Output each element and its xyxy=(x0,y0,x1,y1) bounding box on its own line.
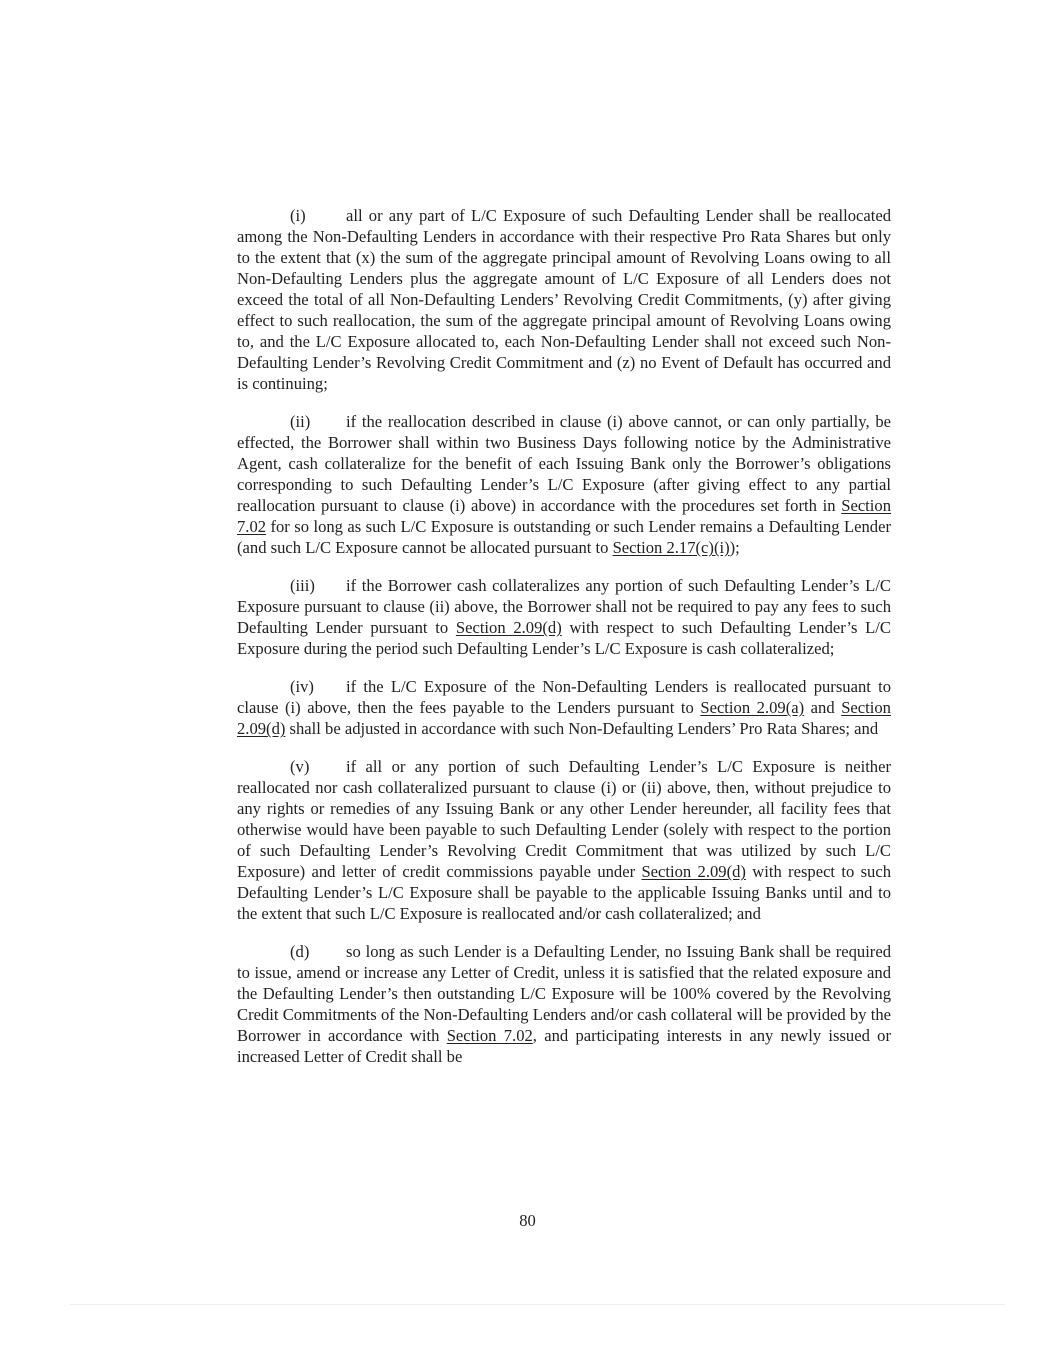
clause-label: (i) xyxy=(290,206,306,225)
clause-text: if the Borrower cash collateralizes any portion of such Defaulting Lender’s L/C Exposure pursuant to clause (ii) above, the Borrower shall not be required to pay any fees to such Defaulting Lender pursuant to xyxy=(237,576,891,637)
section-reference: Section 2.09(a) xyxy=(700,698,805,717)
page-bottom-rule xyxy=(70,1304,1005,1305)
clause-text: ); xyxy=(729,538,740,557)
page-body xyxy=(237,205,891,1067)
clause-paragraph xyxy=(237,411,891,558)
section-reference: Section 2.09(d) xyxy=(641,862,746,881)
clause-text: if all or any portion of such Defaulting Lender’s L/C Exposure is neither reallocated nor cash collateralized pursuant to clause (i) or (ii) above, then, without prejudice to any rights or remedies of any Issuing Bank or any other Lender hereunder, all facility fees that otherwise would have been payable to such Defaulting Lender (solely with respect to the portion of such Defaulting Lender’s Revolving Credit Commitment that was utilized by such L/C Exposure) and letter of credit commissions payable under xyxy=(237,757,891,881)
clause-paragraph xyxy=(237,575,891,659)
clause-text: with respect to such Defaulting Lender’s L/C Exposure shall be payable to the applicable Issuing Banks until and to the extent that such L/C Exposure is reallocated and/or cash collateralized; and xyxy=(237,862,892,923)
clause-text: , and participating interests in any newly issued or increased Letter of Credit shall be xyxy=(237,1026,891,1066)
section-reference: Section 2.09(d) xyxy=(455,618,562,637)
clause-text: so long as such Lender is a Defaulting Lender, no Issuing Bank shall be required to issue, amend or increase any Letter of Credit, unless it is satisfied that the related exposure and the Defaulting Lender’s then outstanding L/C Exposure will be 100% covered by the Revolving Credit Commitments of the Non-Defaulting Lenders and/or cash collateral will be provided by the Borrower in accordance with xyxy=(237,942,891,1045)
clause-text: if the reallocation described in clause (i) above cannot, or can only partially, be effected, the Borrower shall within two Business Days following notice by the Administrative Agent, cash collateralize for the benefit of each Issuing Bank only the Borrower’s obligations corresponding to such Defaulting Lender’s L/C Exposure (after giving effect to any partial reallocation pursuant to clause (i) above) in accordance with the procedures set forth in xyxy=(237,412,891,515)
clause-paragraph xyxy=(237,205,891,394)
clause-text: and xyxy=(804,698,842,717)
clause-label: (iii) xyxy=(290,576,315,595)
section-reference: Section 2.17(c)(i) xyxy=(612,538,730,557)
section-reference: Section 7.02 xyxy=(237,496,891,536)
clause-paragraph xyxy=(237,941,891,1067)
clause-label: (iv) xyxy=(290,677,314,696)
page-number: 80 xyxy=(519,1211,536,1230)
clause-text: if the L/C Exposure of the Non-Defaulting Lenders is reallocated pursuant to clause (i) above, then the fees payable to the Lenders pursuant to xyxy=(237,677,891,717)
clause-label: (ii) xyxy=(290,412,311,431)
clause-paragraph xyxy=(237,676,891,739)
clause-text: shall be adjusted in accordance with such Non-Defaulting Lenders’ Pro Rata Shares; and xyxy=(285,719,879,738)
clause-label: (d) xyxy=(290,942,310,961)
clause-text: for so long as such L/C Exposure is outstanding or such Lender remains a Defaulting Lender (and such L/C Exposure cannot be allocated pursuant to xyxy=(237,517,891,557)
section-reference: Section 7.02 xyxy=(446,1026,533,1045)
clause-text: with respect to such Defaulting Lender’s L/C Exposure during the period such Defaulting Lender’s L/C Exposure is cash collateralized; xyxy=(237,618,891,658)
clause-label: (v) xyxy=(290,757,310,776)
section-reference: Section 2.09(d) xyxy=(237,698,891,738)
clause-text: all or any part of L/C Exposure of such Defaulting Lender shall be reallocated among the Non-Defaulting Lenders in accordance with their respective Pro Rata Shares but only to the extent that (x) the sum of the aggregate principal amount of Revolving Loans owing to all Non-Defaulting Lenders plus the aggregate amount of L/C Exposure of all Lenders does not exceed the total of all Non-Defaulting Lenders’ Revolving Credit Commitments, (y) after giving effect to such reallocation, the sum of the aggregate principal amount of Revolving Loans owing to, and the L/C Exposure allocated to, each Non-Defaulting Lender shall not exceed such Non-Defaulting Lender’s Revolving Credit Commitment and (z) no Event of Default has occurred and is continuing; xyxy=(237,206,891,393)
clause-paragraph xyxy=(237,756,891,924)
